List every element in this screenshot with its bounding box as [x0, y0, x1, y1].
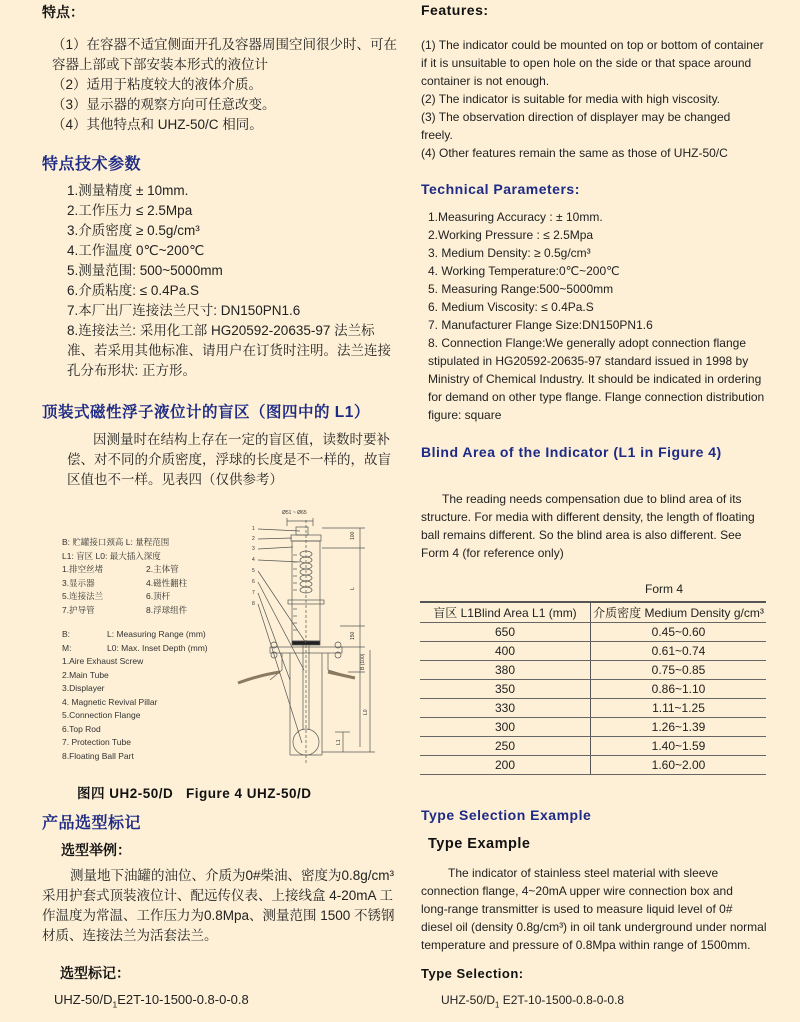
blind-line: Form 4 (for reference only)	[421, 546, 564, 560]
features-list-cn	[52, 35, 397, 135]
param-line: 8.连接法兰: 采用化工部 HG20592-20635-97 法兰标	[67, 323, 375, 338]
callout-2: 2	[252, 536, 255, 542]
example-line: diesel oil (density 0.8g/cm³) in oil tank underground under normal	[421, 920, 767, 934]
legend-line: L1: 盲区 L0: 最大插入深度	[62, 550, 161, 561]
density-cell: 1.11~1.25	[591, 699, 767, 718]
figure-legend-cn	[62, 536, 237, 617]
feature-line: (3) The observation direction of displayer may be changed	[421, 110, 731, 124]
leader-lines	[258, 529, 306, 743]
legend-key: M:	[62, 642, 72, 653]
mark-heading-cn: 选型标记：	[60, 965, 130, 981]
mark-sub: 1	[495, 1000, 500, 1010]
type-mark-cn	[54, 991, 249, 1014]
table-header-row	[420, 602, 766, 623]
legend-part: 5.连接法兰	[62, 591, 104, 601]
blind-area-heading-en: Blind Area of the Indicator (L1 in Figure 4)	[421, 444, 722, 460]
blind-area-cell: 330	[420, 699, 591, 718]
figure-caption: 图四 UH2-50/D Figure 4 UHZ-50/D	[77, 786, 312, 801]
density-cell: 1.60~2.00	[591, 756, 767, 775]
example-text-cn	[42, 866, 395, 946]
blind-line: ball remains different. So the blind area is also different. See	[421, 528, 742, 542]
feature-line: (1) The indicator could be mounted on top or bottom of container	[421, 38, 764, 52]
legend-part: 2.主体管	[146, 564, 179, 574]
param-line: 2.工作压力 ≤ 2.5Mpa	[67, 203, 193, 218]
param-line: 准、若采用其他标准、请用户在订货时注明。法兰连接	[67, 343, 391, 358]
example-line: 采用护套式顶装液位计、配远传仪表、上接线盒 4-20mA 工	[42, 888, 394, 903]
legend-part: 7. Protection Tube	[62, 737, 131, 747]
blind-line: structure. For media with different density, the length of floating	[421, 510, 755, 524]
legend-part: 6.顶杆	[146, 591, 171, 601]
blind-area-cell: 250	[420, 737, 591, 756]
features-list-en	[421, 36, 764, 162]
param-line: 8. Connection Flange:We generally adopt connection flange	[428, 336, 746, 350]
mark-suffix: E2T-10-1500-0.8-0-0.8	[117, 992, 249, 1007]
blind-area-cell: 380	[420, 661, 591, 680]
blind-area-heading-cn: 顶装式磁性浮子液位计的盲区（图四中的 L1）	[42, 404, 370, 421]
density-cell: 0.75~0.85	[591, 661, 767, 680]
blind-area-cell: 400	[420, 642, 591, 661]
param-line: 5. Measuring Range:500~5000mm	[428, 282, 614, 296]
param-line: 7. Manufacturer Flange Size:DN150PN1.6	[428, 318, 653, 332]
legend-part: 3.显示器	[62, 577, 95, 588]
table-row	[420, 623, 766, 642]
feature-line: freely.	[421, 128, 453, 142]
level-indicator-drawing	[230, 500, 380, 780]
example-heading-en: Type Example	[428, 836, 531, 852]
example-line: 材质、连接法兰为活套法兰。	[42, 928, 218, 943]
form4-table	[420, 601, 766, 775]
param-line: 7.本厂出厂连接法兰尺寸: DN150PN1.6	[67, 303, 301, 318]
tech-params-heading-cn: 特点技术参数	[42, 156, 142, 173]
callout-5: 5	[252, 568, 255, 574]
mark-suffix: E2T-10-1500-0.8-0-0.8	[499, 993, 625, 1007]
density-cell: 0.45~0.60	[591, 623, 767, 642]
blind-line: 因测量时在结构上存在一定的盲区值，读数时要补	[93, 432, 390, 447]
legend-part: 7.护导管	[62, 604, 95, 615]
feature-line: （4）其他特点和 UHZ-50/C 相同。	[52, 117, 263, 132]
param-line: 1.测量精度 ± 10mm.	[67, 183, 189, 198]
blind-area-cell: 650	[420, 623, 591, 642]
figure-legend-en	[62, 628, 242, 763]
tech-params-list-cn	[67, 181, 391, 381]
param-line: 6.介质粘度: ≤ 0.4Pa.S	[67, 283, 199, 298]
selection-heading-en: Type Selection Example	[421, 807, 592, 823]
dim-l1-label: L1	[336, 739, 342, 745]
legend-desc: L0: Max. Inset Depth (mm)	[107, 642, 208, 653]
features-heading-cn: 特点：	[42, 4, 84, 20]
dim-150-label: 150	[350, 631, 356, 640]
blind-line: The reading needs compensation due to blind area of its	[442, 492, 742, 506]
callout-3: 3	[252, 546, 255, 552]
param-line: 2.Working Pressure : ≤ 2.5Mpa	[428, 228, 594, 242]
scale-ticks	[293, 555, 297, 630]
feature-line: （3）显示器的观察方向可任意改变。	[52, 97, 276, 112]
mark-sub: 1	[112, 999, 118, 1010]
example-line: long-range transmitter is used to measure liquid level of 0#	[421, 902, 733, 916]
param-line: 4.工作温度 0℃~200℃	[67, 243, 205, 258]
mark-heading-en: Type Selection:	[421, 966, 524, 981]
table-row	[420, 661, 766, 680]
legend-part: 8.浮球组件	[146, 604, 188, 615]
tech-params-heading-en: Technical Parameters:	[421, 181, 580, 197]
param-line: for demand on other type flange. Flange connection distribution	[428, 390, 765, 404]
param-line: 孔分布形状: 正方形。	[67, 363, 197, 378]
legend-part: 1.排空丝堵	[62, 564, 104, 574]
legend-part: 5.Connection Flange	[62, 710, 141, 720]
param-line: 5.测量范围: 500~5000mm	[67, 263, 223, 278]
param-line: 4. Working Temperature:0℃~200℃	[428, 264, 620, 278]
feature-line: （2）适用于粘度较大的液体介质。	[52, 77, 263, 92]
dim-100-label: 100	[350, 531, 356, 540]
blind-line: 偿、对不同的介质密度，浮球的长度是不一样的，故盲	[67, 452, 391, 467]
feature-line: (4) Other features remain the same as those of UHZ-50/C	[421, 146, 728, 160]
density-cell: 1.26~1.39	[591, 718, 767, 737]
feature-line: （1）在容器不适宜侧面开孔及容器周围空间很少时、可在	[52, 37, 398, 52]
legend-desc: L: Measuring Range (mm)	[107, 629, 206, 639]
callout-8: 8	[252, 601, 255, 607]
selection-heading-cn: 产品选型标记	[42, 815, 142, 832]
param-line: 3. Medium Density: ≥ 0.5g/cm³	[428, 246, 591, 260]
dim-l0-label: L0	[363, 709, 369, 715]
blind-area-text-en	[421, 490, 755, 562]
legend-part: 2.Main Tube	[62, 669, 109, 680]
blind-line: 区值也不一样。见表四（仅供参考）	[67, 472, 283, 487]
mark-prefix: UHZ-50/D	[54, 992, 113, 1007]
blind-area-text-cn	[67, 430, 391, 490]
density-cell: 1.40~1.59	[591, 737, 767, 756]
column-header: 盲区 L1Blind Area L1 (mm)	[420, 602, 591, 623]
dim-b-label: B (100)	[360, 653, 366, 670]
param-line: stipulated in HG20592-20635-97 standard issued in 1998 by	[428, 354, 749, 368]
legend-key: B:	[62, 629, 71, 639]
legend-line: B: 贮罐接口颈高 L: 量程范围	[62, 537, 170, 547]
feature-line: (2) The indicator is suitable for media with high viscosity.	[421, 92, 721, 106]
table-row	[420, 756, 766, 775]
tank-wall-left	[238, 672, 280, 683]
param-line: 3.介质密度 ≥ 0.5g/cm³	[67, 223, 200, 238]
example-heading-cn: 选型举例：	[61, 842, 131, 858]
blind-area-cell: 200	[420, 756, 591, 775]
legend-part: 4. Magnetic Revival Pillar	[62, 696, 158, 707]
diameter-label: Ø51 ~ Ø65	[282, 510, 307, 516]
example-line: temperature and pressure of 0.8Mpa within range of 1500mm.	[421, 938, 751, 952]
example-line: The indicator of stainless steel material with sleeve	[448, 866, 719, 880]
example-line: 测量地下油罐的油位、介质为0#柴油、密度为0.8g/cm³	[70, 868, 395, 883]
table-row	[420, 642, 766, 661]
legend-part: 4.磁性翻柱	[146, 577, 188, 588]
param-line: 6. Medium Viscosity: ≤ 0.4Pa.S	[428, 300, 594, 314]
density-cell: 0.86~1.10	[591, 680, 767, 699]
tech-params-list-en	[428, 208, 764, 424]
callout-6: 6	[252, 579, 255, 585]
tank-wall-right	[328, 672, 355, 678]
example-text-en	[421, 864, 767, 954]
dim-l-label: L	[350, 587, 356, 590]
blind-area-cell: 300	[420, 718, 591, 737]
example-line: 作温度为常温、工作压力为0.8Mpa、测量范围 1500 不锈钢	[42, 908, 395, 923]
example-line: connection flange, 4~20mA upper wire connection box and	[421, 884, 733, 898]
callout-1: 1	[252, 526, 255, 532]
type-mark-en	[441, 991, 624, 1014]
table-row	[420, 699, 766, 718]
feature-line: container is not enough.	[421, 74, 550, 88]
legend-part: 3.Displayer	[62, 683, 105, 693]
table-row	[420, 737, 766, 756]
table-row	[420, 718, 766, 737]
column-header: 介质密度 Medium Density g/cm³	[591, 602, 767, 623]
table-row	[420, 680, 766, 699]
callout-7: 7	[252, 590, 255, 596]
legend-part: 1.Aire Exhaust Screw	[62, 656, 144, 666]
mark-prefix: UHZ-50/D	[441, 993, 496, 1007]
param-line: 1.Measuring Accuracy : ± 10mm.	[428, 210, 603, 224]
legend-part: 8.Floating Ball Part	[62, 750, 134, 761]
form4-title: Form 4	[645, 582, 684, 596]
callout-4: 4	[252, 557, 255, 563]
param-line: Ministry of Chemical Industry. It should be indicated in ordering	[428, 372, 762, 386]
legend-part: 6.Top Rod	[62, 723, 101, 734]
param-line: figure: square	[428, 408, 502, 422]
density-cell: 0.61~0.74	[591, 642, 767, 661]
blind-area-cell: 350	[420, 680, 591, 699]
feature-line: if it is unsuitable to open hole on the side or that space around	[421, 56, 752, 70]
feature-line: 容器上部或下部安装本形式的液位计	[52, 57, 268, 72]
features-heading-en: Features:	[421, 2, 489, 18]
